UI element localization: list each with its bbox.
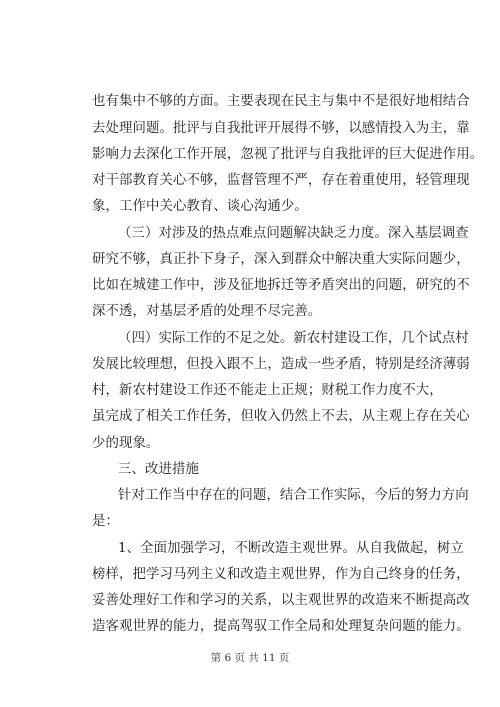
body-line: 比如在城建工作中，涉及征地拆迁等矛盾突出的问题，研究的不 (92, 278, 470, 293)
body-line: 研究不够，真正扑下身子，深入到群众中解决重大实际问题少， (92, 252, 470, 267)
numbered-item-one: 1、全面加强学习，不断改造主观世界。从自我做起，树立 (118, 541, 464, 556)
body-line: 发展比较理想，但投入跟不上，造成一些矛盾，特别是经济薄弱 (92, 357, 470, 372)
body-line: 去处理问题。批评与自我批评开展得不够，以感情投入为主，靠 (92, 121, 470, 136)
section-heading-four: （四）实际工作的不足之处。新农村建设工作，几个试点村 (118, 331, 469, 346)
body-line: 榜样，把学习马列主义和改造主观世界，作为自己终身的任务， (92, 567, 470, 582)
body-line: 深不透，对基层矛盾的处理不尽完善。 (92, 304, 322, 319)
body-line: 造客观世界的能力，提高驾驭工作全局和处理复杂问题的能力。 (92, 619, 470, 634)
body-line: 是： (92, 514, 119, 529)
body-line: 虽完成了相关工作任务，但收入仍然上不去，从主观上存在关心 (92, 409, 470, 424)
body-line: 少的现象。 (92, 436, 160, 451)
body-line: 象，工作中关心教育、谈心沟通少。 (92, 199, 308, 214)
section-title-improvement: 三、改进措施 (118, 462, 199, 477)
page-number-footer: 第 6 页 共 11 页 (210, 652, 290, 664)
section-heading-three: （三）对涉及的热点难点问题解决缺乏力度。深入基层调查 (118, 226, 469, 241)
body-line: 也有集中不够的方面。主要表现在民主与集中不是很好地相结合 (92, 94, 470, 109)
body-line: 影响力去深化工作开展，忽视了批评与自我批评的巨大促进作用。 (92, 147, 484, 162)
body-line: 妥善处理好工作和学习的关系，以主观世界的改造来不断提高改 (92, 593, 470, 608)
body-line: 针对工作当中存在的问题，结合工作实际，今后的努力方向 (118, 488, 469, 503)
body-line: 村，新农村建设工作还不能走上正规；财税工作力度不大， (92, 383, 443, 398)
body-line: 对干部教育关心不够，监督管理不严，存在着重使用，轻管理现 (92, 173, 470, 188)
